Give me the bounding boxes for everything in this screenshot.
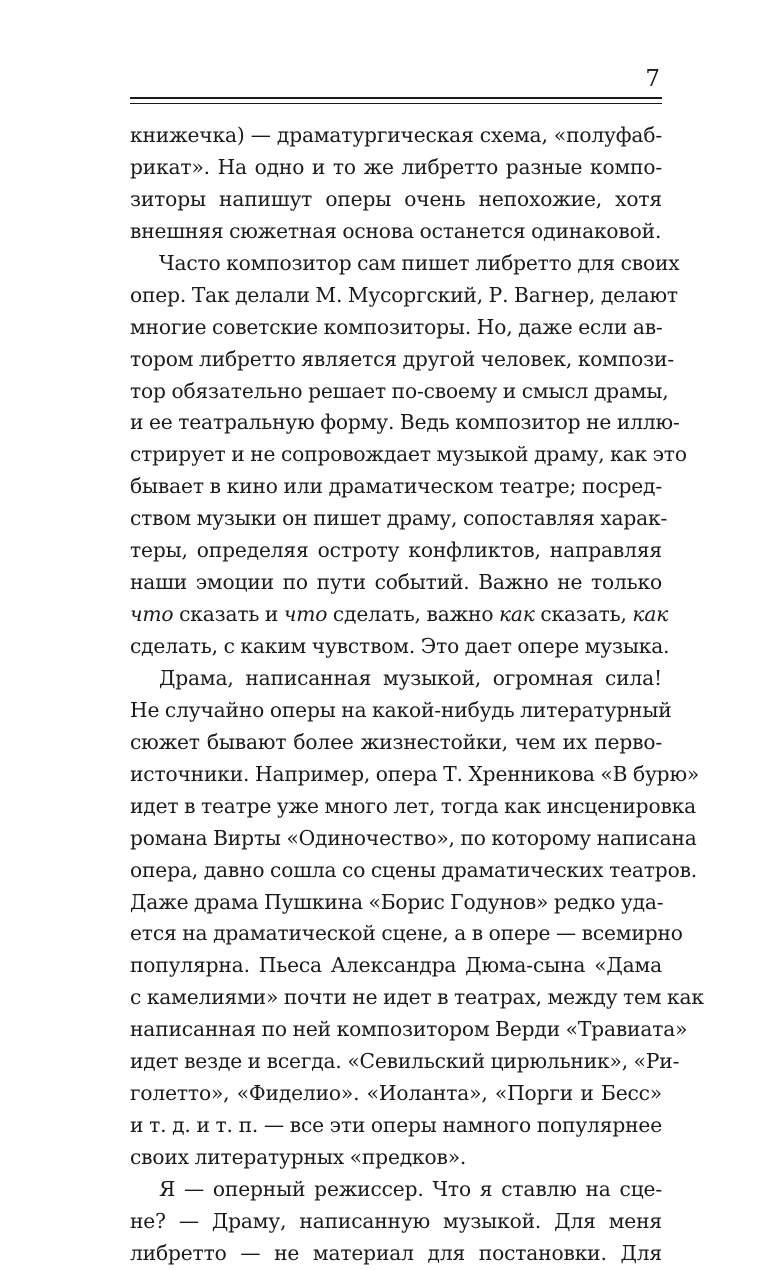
text-line: идет в театре уже много лет, тогда как инсценировка <box>130 793 697 818</box>
header-rule-thin <box>130 103 662 104</box>
text-line: и т. д. и т. п. — все эти оперы намного популярнее <box>130 1113 662 1138</box>
text-line: тор обязательно решает по-своему и смысл драмы, <box>130 378 669 403</box>
text-line: ством музыки он пишет драму, сопоставляя харак- <box>130 506 668 531</box>
text-fragment: сказать, <box>534 602 633 627</box>
italic-word: как <box>632 602 669 627</box>
text-line: рикат». На одно и то же либретто разные компо- <box>130 154 662 179</box>
text-line: многие советские композиторы. Но, даже если ав- <box>130 314 663 339</box>
text-line: сюжет бывают более жизнестойки, чем их перво- <box>130 729 662 754</box>
text-line: стрирует и не сопровождает музыкой драму, как это <box>130 442 687 467</box>
text-fragment: сказать и <box>173 602 284 627</box>
text-line: Даже драма Пушкина «Борис Годунов» редко уда- <box>130 889 664 914</box>
italic-word: что <box>283 602 328 627</box>
text-line: теры, определяя остроту конфликтов, направляя <box>130 538 662 563</box>
text-line: не? — Драму, написанную музыкой. Для меня <box>130 1208 662 1233</box>
text-line: своих литературных «предков». <box>130 1145 467 1169</box>
text-line: романа Вирты «Одиночество», по которому написана <box>130 825 697 850</box>
text-line: книжечка) — драматургическая схема, «полуфаб- <box>130 123 662 147</box>
text-line: источники. Например, опера Т. Хренникова «В бурю» <box>130 761 700 786</box>
text-line: идет везде и всегда. «Севильский цирюльник», «Ри- <box>130 1049 680 1074</box>
body-text <box>130 120 704 1270</box>
text-line: бывает в кино или драматическом театре; посред- <box>130 474 662 499</box>
text-line: голетто», «Фиделио». «Иоланта», «Порги и Бесс» <box>130 1081 662 1106</box>
text-line: Я — оперный режиссер. Что я ставлю на сце- <box>159 1176 662 1201</box>
text-line: Часто композитор сам пишет либретто для своих <box>159 250 680 275</box>
text-line: либретто — не материал для постановки. Для <box>130 1240 662 1265</box>
text-line: тором либретто является другой человек, компози- <box>130 346 675 371</box>
text-line: опер. Так делали М. Мусоргский, Р. Вагнер, делают <box>130 282 678 307</box>
text-line <box>130 599 669 631</box>
italic-word: как <box>499 602 535 627</box>
page-number: 7 <box>645 66 660 92</box>
header-rule-thick <box>130 97 662 99</box>
text-line: с камелиями» почти не идет в театрах, между тем как <box>130 985 704 1010</box>
text-line: популярна. Пьеса Александра Дюма-сына «Дама <box>130 953 662 978</box>
text-line: наши эмоции по пути событий. Важно не только <box>130 570 662 595</box>
text-line: зиторы напишут оперы очень непохожие, хотя <box>130 186 662 211</box>
text-line: опера, давно сошла со сцены драматических театров. <box>130 857 698 882</box>
italic-word: что <box>130 602 174 627</box>
text-line: внешняя сюжетная основа останется одинаковой. <box>130 218 662 243</box>
text-line: ется на драматической сцене, а в опере — всемирно <box>130 921 683 946</box>
text-line: Не случайно оперы на какой-нибудь литературный <box>130 697 672 722</box>
text-line: сделать, с каким чувством. Это дает опере музыка. <box>130 634 670 658</box>
text-line: написанная по ней композитором Верди «Травиата» <box>130 1017 688 1042</box>
text-line: и ее театральную форму. Ведь композитор не иллю- <box>130 410 680 435</box>
text-line: Драма, написанная музыкой, огромная сила! <box>159 665 662 690</box>
text-fragment: сделать, важно <box>327 602 499 627</box>
